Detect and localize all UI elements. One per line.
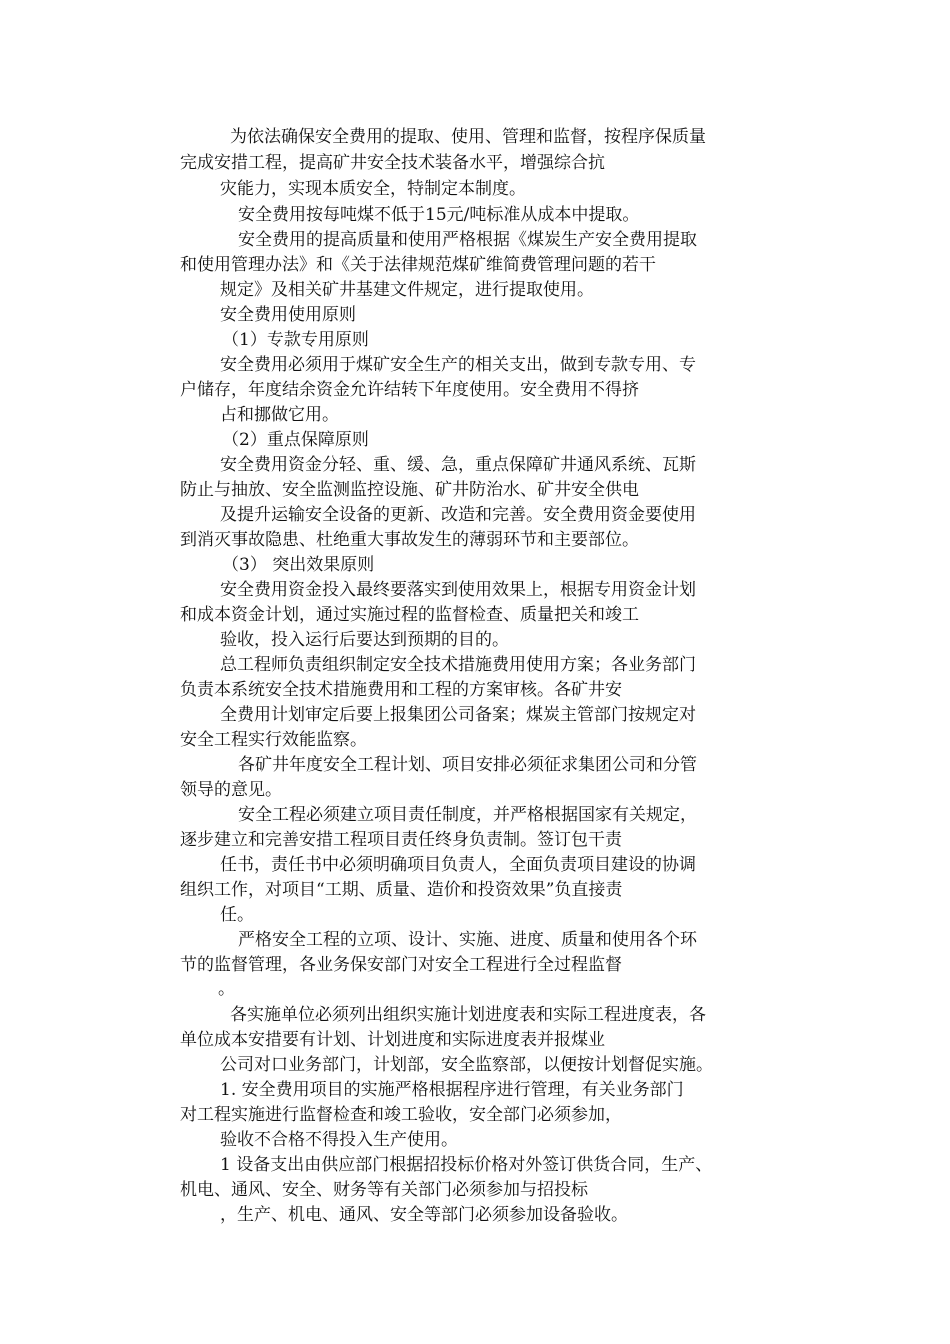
text-line: 全费用计划审定后要上报集团公司备案；煤炭主管部门按规定对 (220, 705, 696, 725)
text-line: 逐步建立和完善安措工程项目责任终身负责制。签订包干责 (180, 830, 622, 850)
text-line: 防止与抽放、安全监测监控设施、矿井防治水、矿井安全供电 (180, 480, 639, 500)
text-line: 到消灭事故隐患、杜绝重大事故发生的薄弱环节和主要部位。 (180, 530, 639, 550)
text-line: 单位成本安措要有计划、计划进度和实际进度表并报煤业 (180, 1030, 605, 1050)
text-line: 规定》及相关矿井基建文件规定，进行提取使用。 (220, 280, 594, 300)
text-line: 灾能力，实现本质安全，特制定本制度。 (220, 179, 526, 199)
text-line: 安全费用资金投入最终要落实到使用效果上，根据专用资金计划 (220, 580, 696, 600)
text-line: ，生产、机电、通风、安全等部门必须参加设备验收。 (220, 1205, 628, 1225)
text-line: 验收，投入运行后要达到预期的目的。 (220, 630, 509, 650)
numbered-item: 1. 安全费用项目的实施严格根据程序进行管理，有关业务部门 (220, 1080, 684, 1100)
text-line: 各矿井年度安全工程计划、项目安排必须征求集团公司和分管 (238, 755, 697, 775)
text-line: 严格安全工程的立项、设计、实施、进度、质量和使用各个环 (238, 930, 697, 950)
subsection-heading: （2）重点保障原则 (222, 430, 369, 450)
text-line: 安全费用资金分轻、重、缓、急，重点保障矿井通风系统、瓦斯 (220, 455, 696, 475)
text-line: 公司对口业务部门，计划部，安全监察部，以便按计划督促实施。 (220, 1055, 713, 1075)
text-line: 。 (218, 979, 235, 999)
text-line: 为依法确保安全费用的提取、使用、管理和监督，按程序保质量 (230, 127, 706, 147)
text-line: 组织工作，对项目“工期、质量、造价和投资效果”负直接责 (180, 880, 623, 900)
subsection-heading: （1）专款专用原则 (222, 330, 369, 350)
text-line: 完成安措工程，提高矿井安全技术装备水平，增强综合抗 (180, 153, 605, 173)
section-heading: 安全费用使用原则 (220, 305, 356, 325)
text-line: 安全费用必须用于煤矿安全生产的相关支出，做到专款专用、专 (220, 355, 696, 375)
text-line: 对工程实施进行监督检查和竣工验收，安全部门必须参加， (180, 1105, 622, 1125)
text-line: 及提升运输安全设备的更新、改造和完善。安全费用资金要使用 (220, 505, 696, 525)
subsection-heading: （3） 突出效果原则 (222, 555, 375, 575)
text-line: 验收不合格不得投入生产使用。 (220, 1130, 458, 1150)
text-line: 总工程师负责组织制定安全技术措施费用使用方案；各业务部门 (220, 655, 696, 675)
text-line: 负责本系统安全技术措施费用和工程的方案审核。各矿井安 (180, 680, 622, 700)
text-line: 户储存，年度结余资金允许结转下年度使用。安全费用不得挤 (180, 380, 639, 400)
text-line: 安全工程实行效能监察。 (180, 730, 367, 750)
text-line: 安全费用的提高质量和使用严格根据《煤炭生产安全费用提取 (238, 230, 697, 250)
text-line: 领导的意见。 (180, 780, 282, 800)
text-line: 节的监督管理，各业务保安部门对安全工程进行全过程监督 (180, 955, 622, 975)
text-line: 和成本资金计划，通过实施过程的监督检查、质量把关和竣工 (180, 605, 639, 625)
text-line: 和使用管理办法》和《关于法律规范煤矿维简费管理问题的若干 (180, 255, 656, 275)
numbered-item: 1 设备支出由供应部门根据招投标价格对外签订供货合同，生产、 (220, 1155, 713, 1175)
text-line: 安全工程必须建立项目责任制度，并严格根据国家有关规定， (238, 805, 697, 825)
text-line: 机电、通风、安全、财务等有关部门必须参加与招投标 (180, 1180, 588, 1200)
text-line: 安全费用按每吨煤不低于15元/吨标准从成本中提取。 (238, 205, 640, 225)
text-line: 任。 (220, 905, 254, 925)
text-line: 占和挪做它用。 (220, 405, 339, 425)
text-line: 任书，责任书中必须明确项目负责人，全面负责项目建设的协调 (220, 855, 696, 875)
text-line: 各实施单位必须列出组织实施计划进度表和实际工程进度表，各 (230, 1005, 706, 1025)
